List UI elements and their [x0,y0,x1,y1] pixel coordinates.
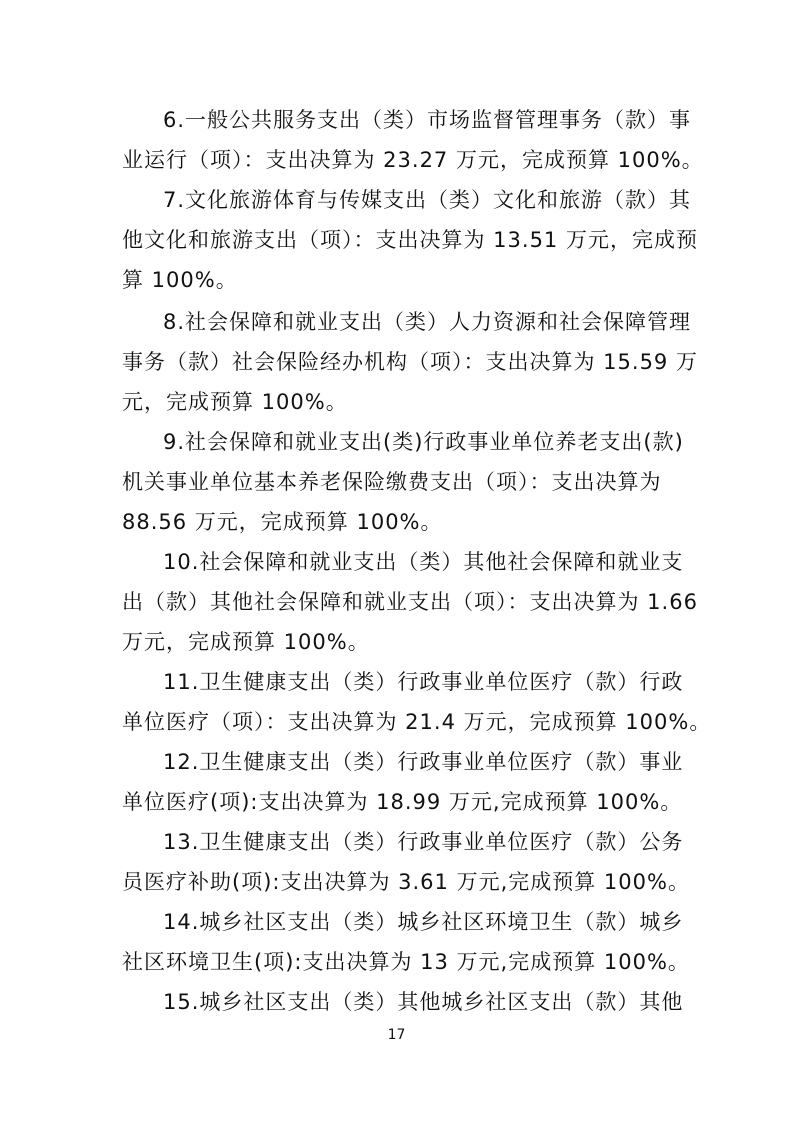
page-number: 17 [387,1027,406,1043]
paragraph-7-line-1: 7.文化旅游体育与传媒支出（类）文化和旅游（款）其 [163,188,692,212]
paragraph-15-line-1: 15.城乡社区支出（类）其他城乡社区支出（款）其他 [163,990,684,1014]
paragraph-6-line-2: 业运行（项）：支出决算为 23.27 万元，完成预算 100%。 [122,148,704,172]
paragraph-11-line-2: 单位医疗（项）：支出决算为 21.4 万元，完成预算 100%。 [122,710,712,734]
paragraph-12-line-1: 12.卫生健康支出（类）行政事业单位医疗（款）事业 [163,750,684,774]
paragraph-9-line-1: 9.社会保障和就业支出(类)行政事业单位养老支出(款) [163,430,684,454]
paragraph-7-line-2: 他文化和旅游支出（项）：支出决算为 13.51 万元，完成预 [122,228,698,252]
paragraph-8-line-3: 元，完成预算 100%。 [122,390,348,414]
paragraph-10-line-2: 出（款）其他社会保障和就业支出（项）：支出决算为 1.66 [122,590,698,614]
paragraph-13-line-2: 员医疗补助(项):支出决算为 3.61 万元,完成预算 100%。 [122,870,690,894]
paragraph-9-line-2: 机关事业单位基本养老保险缴费支出（项）：支出决算为 [122,470,662,494]
paragraph-8-line-2: 事务（款）社会保险经办机构（项）：支出决算为 15.59 万 [122,350,698,374]
paragraph-14-line-1: 14.城乡社区支出（类）城乡社区环境卫生（款）城乡 [163,910,684,934]
paragraph-14-line-2: 社区环境卫生(项):支出决算为 13 万元,完成预算 100%。 [122,950,690,974]
paragraph-10-line-1: 10.社会保障和就业支出（类）其他社会保障和就业支 [163,550,684,574]
paragraph-7-line-3: 算 100%。 [122,268,238,292]
paragraph-8-line-1: 8.社会保障和就业支出（类）人力资源和社会保障管理 [163,310,692,334]
paragraph-12-line-2: 单位医疗(项):支出决算为 18.99 万元,完成预算 100%。 [122,790,683,814]
paragraph-11-line-1: 11.卫生健康支出（类）行政事业单位医疗（款）行政 [163,670,684,694]
paragraph-13-line-1: 13.卫生健康支出（类）行政事业单位医疗（款）公务 [163,830,684,854]
paragraph-9-line-3: 88.56 万元，完成预算 100%。 [122,510,443,534]
paragraph-6-line-1: 6.一般公共服务支出（类）市场监督管理事务（款）事 [163,108,692,132]
paragraph-10-line-3: 万元，完成预算 100%。 [122,630,370,654]
